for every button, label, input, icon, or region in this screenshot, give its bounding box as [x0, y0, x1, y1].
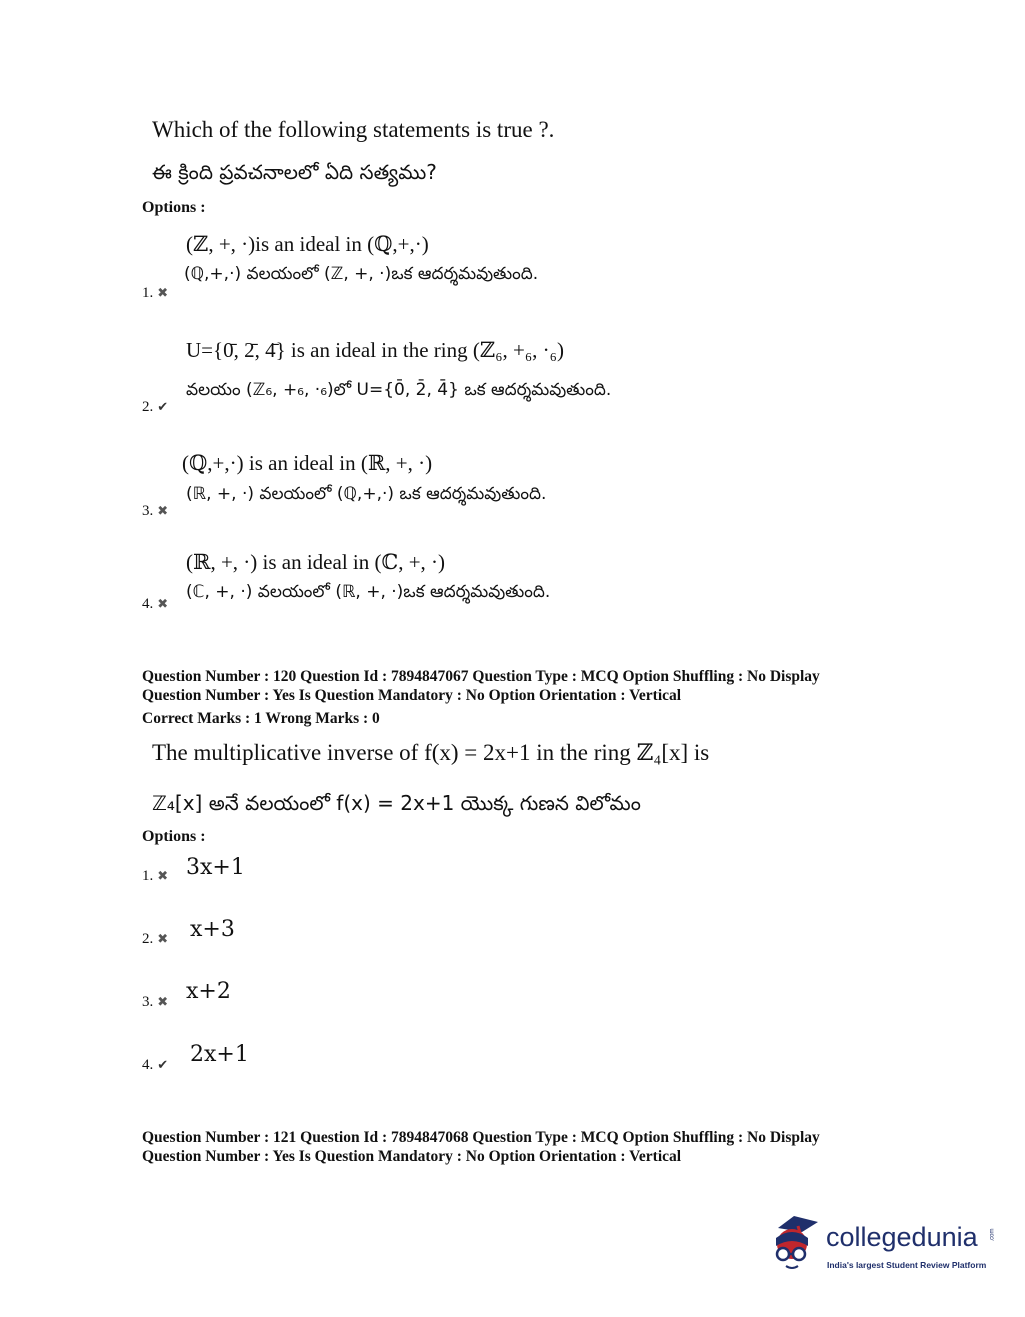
- option-2-text-te: వలయం (ℤ₆, +₆, ·₆)లో U={0̄, 2̄, 4̄} ఒక ఆదర్శమవుతుంది.: [186, 380, 612, 400]
- option-3-text-te: (ℝ, +, ·) వలయంలో (ℚ,+,·) ఒక ఆదర్శమవుతుంది.: [186, 484, 547, 504]
- logo-wordmark: collegedunia: [826, 1222, 978, 1252]
- option-1-value: 3x+1: [186, 855, 245, 880]
- question-text-te: ℤ₄[x] అనే వలయంలో f(x) = 2x+1 యొక్క గుణన విలోమం: [152, 791, 641, 815]
- option-4-text-en: (ℝ, +, ·) is an ideal in (ℂ, +, ·): [186, 550, 446, 574]
- option-4-number: [142, 596, 168, 613]
- option-number-label: 2.: [142, 399, 154, 415]
- option-number-label: 1.: [142, 868, 154, 884]
- option-4-number: [142, 1057, 168, 1074]
- question-text-en: Which of the following statements is true ?.: [152, 117, 555, 142]
- option-number-label: 4.: [142, 596, 154, 612]
- option-1-number: [142, 285, 168, 302]
- options-label: Options :: [142, 199, 206, 216]
- option-1-text-en: (ℤ, +, ·)is an ideal in (ℚ,+,·): [186, 232, 429, 256]
- option-number-label: 4.: [142, 1057, 154, 1073]
- question-text-en: The multiplicative inverse of f(x) = 2x+1 in the ring ℤ₄[x] is: [152, 740, 710, 765]
- options-label: Options :: [142, 828, 206, 845]
- option-4-text-te: (ℂ, +, ·) వలయంలో (ℝ, +, ·)ఒక ఆదర్శమవుతుంది.: [186, 582, 551, 602]
- cross-icon: ✖: [157, 932, 169, 947]
- option-3-number: [142, 994, 168, 1011]
- question-text-te: ఈ క్రింది ప్రవచనాలలో ఏది సత్యము?: [152, 160, 437, 184]
- collegedunia-logo: [766, 1210, 998, 1282]
- option-1-text-te: (ℚ,+,·) వలయంలో (ℤ, +, ·)ఒక ఆదర్శమవుతుంది.: [184, 264, 539, 284]
- student-mascot-icon: [766, 1210, 826, 1276]
- option-3-text-en: (ℚ,+,·) is an ideal in (ℝ, +, ·): [182, 451, 433, 475]
- check-icon: ✔: [157, 400, 169, 415]
- question-meta-line-1: Question Number : 121 Question Id : 7894847068 Question Type : MCQ Option Shuffling : No Display: [142, 1129, 820, 1146]
- check-icon: ✔: [157, 1058, 169, 1073]
- option-number-label: 1.: [142, 285, 154, 301]
- option-number-label: 3.: [142, 503, 154, 519]
- option-3-value: x+2: [186, 979, 231, 1004]
- option-4-value: 2x+1: [190, 1042, 249, 1067]
- cross-icon: ✖: [157, 286, 169, 301]
- option-2-value: x+3: [190, 917, 235, 942]
- question-marks: Correct Marks : 1 Wrong Marks : 0: [142, 710, 380, 727]
- cross-icon: ✖: [157, 869, 169, 884]
- option-number-label: 2.: [142, 931, 154, 947]
- option-2-number: [142, 399, 168, 416]
- cross-icon: ✖: [157, 995, 169, 1010]
- logo-domain-suffix: .com: [989, 1228, 996, 1242]
- logo-tagline: India's largest Student Review Platform: [827, 1260, 987, 1270]
- option-3-number: [142, 503, 168, 520]
- option-1-number: [142, 868, 168, 885]
- option-2-number: [142, 931, 168, 948]
- question-meta-line-2: Question Number : Yes Is Question Mandatory : No Option Orientation : Vertical: [142, 687, 682, 704]
- option-number-label: 3.: [142, 994, 154, 1010]
- cross-icon: ✖: [157, 597, 169, 612]
- question-meta-line-1: Question Number : 120 Question Id : 7894847067 Question Type : MCQ Option Shuffling : No Display: [142, 668, 820, 685]
- cross-icon: ✖: [157, 504, 169, 519]
- option-2-text-en: U={0̄, 2̄, 4̄} is an ideal in the ring (ℤ₆, +₆, ·₆): [186, 338, 564, 362]
- question-meta-line-2: Question Number : Yes Is Question Mandatory : No Option Orientation : Vertical: [142, 1148, 682, 1165]
